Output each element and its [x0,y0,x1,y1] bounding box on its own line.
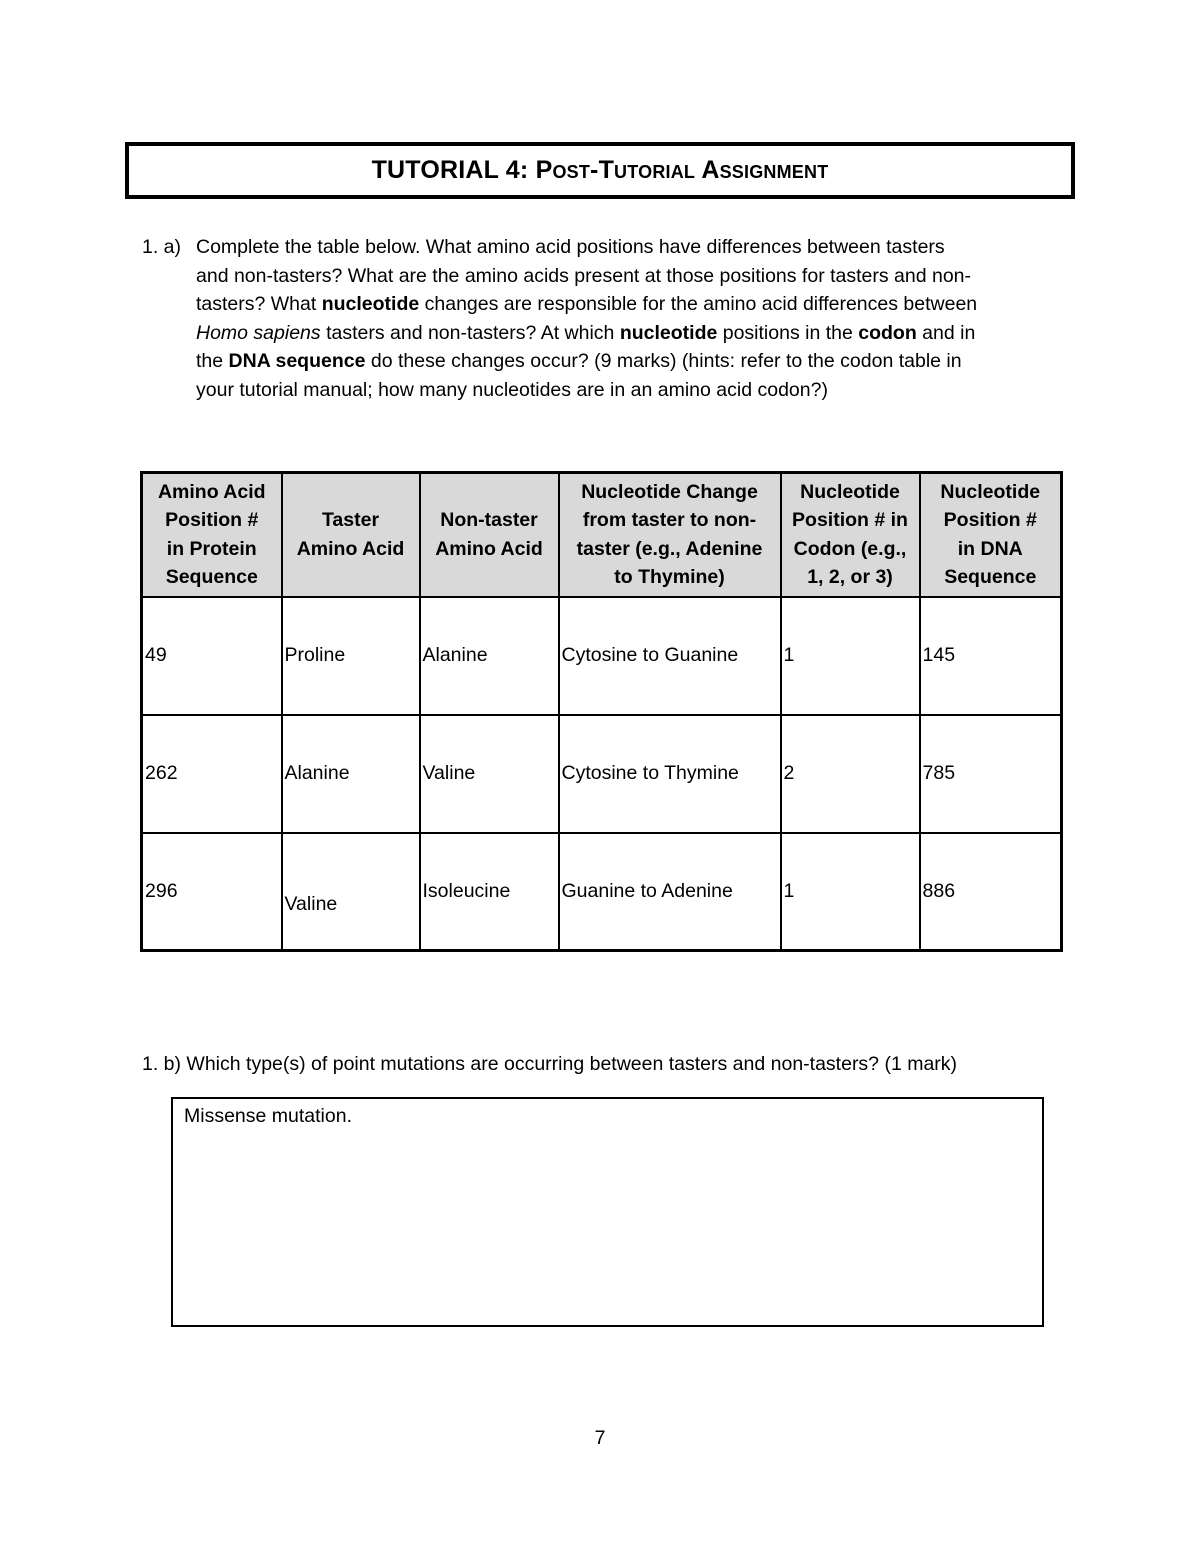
table-row [142,597,1062,715]
cell-non-taster[interactable]: Isoleucine [420,833,559,951]
cell-non-taster[interactable]: Alanine [420,597,559,715]
cell-codon-position[interactable]: 2 [781,715,920,833]
page-number: 7 [594,1427,606,1449]
table-header-row [142,473,1062,597]
question-1a-line6: your tutorial manual; how many nucleotides are in an amino acid codon?) [196,378,828,401]
cell-position[interactable]: 49 [142,597,282,715]
question-1a-line4: Homo sapiens tasters and non-tasters? At which nucleotide positions in the codon and in [196,321,976,344]
question-1a-line3: tasters? What nucleotide changes are responsible for the amino acid differences between [196,293,978,316]
table-row [142,715,1062,833]
answer-box-1b[interactable] [171,1097,1044,1327]
answer-text-1b: Missense mutation. [184,1105,352,1127]
cell-dna-position[interactable]: 785 [920,715,1062,833]
header-dna-position: Nucleotide Position # in DNA Sequence [920,473,1062,597]
mutation-table [140,471,1063,952]
cell-taster[interactable]: Proline [282,597,420,715]
question-1a [142,233,1072,405]
question-1a-line1: 1. a) Complete the table below. What amino acid positions have differences between tasters [142,236,945,258]
cell-nucleotide-change[interactable]: Guanine to Adenine [559,833,781,951]
title-box [125,142,1075,199]
header-nucleotide-change: Nucleotide Change from taster to non- taster (e.g., Adenine to Thymine) [559,473,781,597]
header-amino-acid-position: Amino Acid Position # in Protein Sequence [142,473,282,597]
cell-position[interactable]: 296 [142,833,282,951]
header-non-taster-amino-acid: Non-taster Amino Acid [420,473,559,597]
cell-nucleotide-change[interactable]: Cytosine to Thymine [559,715,781,833]
cell-non-taster[interactable]: Valine [420,715,559,833]
question-1b: 1. b) Which type(s) of point mutations are occurring between tasters and non-tasters? (1 mark) [142,1053,958,1075]
cell-dna-position[interactable]: 886 [920,833,1062,951]
cell-nucleotide-change[interactable]: Cytosine to Guanine [559,597,781,715]
question-1a-line2: and non-tasters? What are the amino acids present at those positions for tasters and non- [196,264,972,287]
cell-taster-text: Valine [284,892,338,915]
page-title: TUTORIAL 4: Post-Tutorial Assignment [371,156,829,184]
cell-taster[interactable] [282,833,420,951]
cell-position[interactable]: 262 [142,715,282,833]
cell-codon-position[interactable]: 1 [781,833,920,951]
question-1a-line5: the DNA sequence do these changes occur? (9 marks) (hints: refer to the codon table in [196,350,962,373]
cell-codon-position[interactable]: 1 [781,597,920,715]
header-taster-amino-acid: Taster Amino Acid [282,473,420,597]
cell-taster[interactable]: Alanine [282,715,420,833]
header-codon-position: Nucleotide Position # in Codon (e.g., 1, 2, or 3) [781,473,920,597]
table-row [142,833,1062,951]
cell-dna-position[interactable]: 145 [920,597,1062,715]
